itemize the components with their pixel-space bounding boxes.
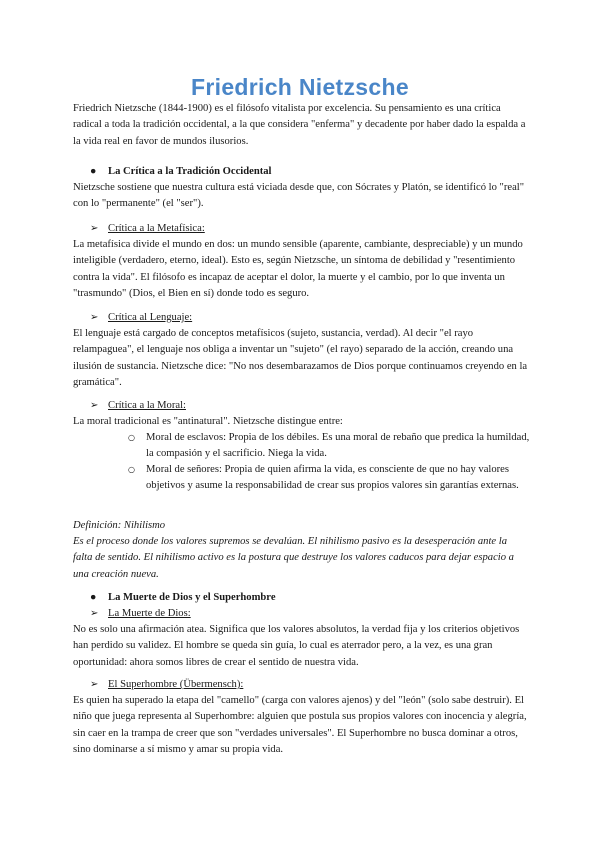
muerte-dios-paragraph: No es solo una afirmación atea. Significa que los valores absolutos, la verdad fija y los criterios objetivos han perdido su validez. El hombre se queda sin guía, lo cual es aterrador pero, a la vez, es una gran oportunidad: ahora somos libres de crear el sentido de nuestra vida. (73, 624, 520, 668)
moral-paragraph: La moral tradicional es "antinatural". Nietzsche distingue entre: (73, 416, 343, 427)
subheading-label: Crítica al Lenguaje: (108, 312, 193, 323)
list-item-moral-esclavos (128, 430, 530, 463)
subheading-superhombre (90, 677, 243, 693)
list-item-text: Moral de esclavos: Propia de los débiles. Es una moral de rebaño que predica la humildad, la compasión y el sacrificio. Niega la vida. (146, 432, 530, 460)
intro-paragraph: Friedrich Nietzsche (1844-1900) es el filósofo vitalista por excelencia. Su pensamiento es una crítica radical a toda la tradición occidental, a la que considera "enferma" y decadente por haber dado la espalda a la vida real en favor de mundos ilusorios. (73, 103, 526, 147)
list-item-text: Moral de señores: Propia de quien afirma la vida, es consciente de que no hay valores objetivos y asume la responsabilidad de crear sus propios valores sin garantías externas. (146, 464, 519, 492)
subheading-label: Crítica a la Metafísica: (108, 223, 205, 234)
subheading-metafisica (90, 221, 205, 237)
section-heading-label: La Muerte de Dios y el Superhombre (108, 592, 276, 603)
list-item-moral-senores (128, 462, 530, 495)
definition-label: Definición: Nihilismo (73, 520, 166, 531)
arrow-bullet-icon: ➢ (90, 400, 99, 411)
lenguaje-paragraph: El lenguaje está cargado de conceptos metafísicos (sujeto, sustancia, verdad). Al decir "el rayo relampaguea", el lenguaje nos obliga a inventar un "sujeto" (el rayo) separado de la acción, creando una ilusión de sustancia. Nietzsche dice: "No nos desembarazamos de Dios porque continuamos creyendo en la gramática". (73, 328, 528, 389)
subheading-lenguaje (90, 310, 192, 326)
section1-paragraph: Nietzsche sostiene que nuestra cultura está viciada desde que, con Sócrates y Platón, se identificó lo "real" con lo "permanente" (el "ser"). (73, 182, 525, 210)
bullet-icon: ● (90, 166, 97, 177)
section-heading-critica-tradicion (90, 164, 272, 180)
metafisica-paragraph: La metafísica divide el mundo en dos: un mundo sensible (aparente, cambiante, despreciable) y un mundo inteligible (verdadero, eterno, ideal). Esto es, según Nietzsche, un síntoma de debilidad y "resentimiento contra la vida". El filósofo es incapaz de aceptar el dolor, la muerte y el cambio, por lo que inventa un "trasmundo" (Dios, el Bien en sí) donde todo es seguro. (73, 239, 523, 300)
bullet-icon: ● (90, 592, 97, 603)
subheading-label: El Superhombre (Übermensch): (108, 679, 244, 690)
arrow-bullet-icon: ➢ (90, 679, 99, 690)
arrow-bullet-icon: ➢ (90, 312, 99, 323)
section-heading-label: La Crítica a la Tradición Occidental (108, 166, 272, 177)
subheading-label: La Muerte de Dios: (108, 608, 191, 619)
arrow-bullet-icon: ➢ (90, 608, 99, 619)
circle-bullet-icon: ○ (128, 433, 135, 442)
page-title: Friedrich Nietzsche (191, 74, 409, 100)
definition-paragraph: Es el proceso donde los valores supremos se devalúan. El nihilismo pasivo es la desesperación ante la falta de sentido. El nihilismo activo es la postura que destruye los valores caducos para dejar espacio a una creación nueva. (73, 536, 514, 580)
subheading-muerte-dios (90, 606, 191, 622)
circle-bullet-icon: ○ (128, 465, 135, 474)
subheading-label: Crítica a la Moral: (108, 400, 186, 411)
section-heading-muerte-dios (90, 590, 276, 606)
subheading-moral (90, 398, 186, 414)
superhombre-paragraph: Es quien ha superado la etapa del "camello" (carga con valores ajenos) y del "león" (solo sabe destruir). El niño que juega representa al Superhombre: alguien que postula sus propios valores con inocencia y alegría, sin caer en la trampa de creer que son "verdades universales". El Superhombre no busca dominar a otros, sino dominarse a sí mismo y amar su propia vida. (73, 695, 527, 756)
arrow-bullet-icon: ➢ (90, 223, 99, 234)
